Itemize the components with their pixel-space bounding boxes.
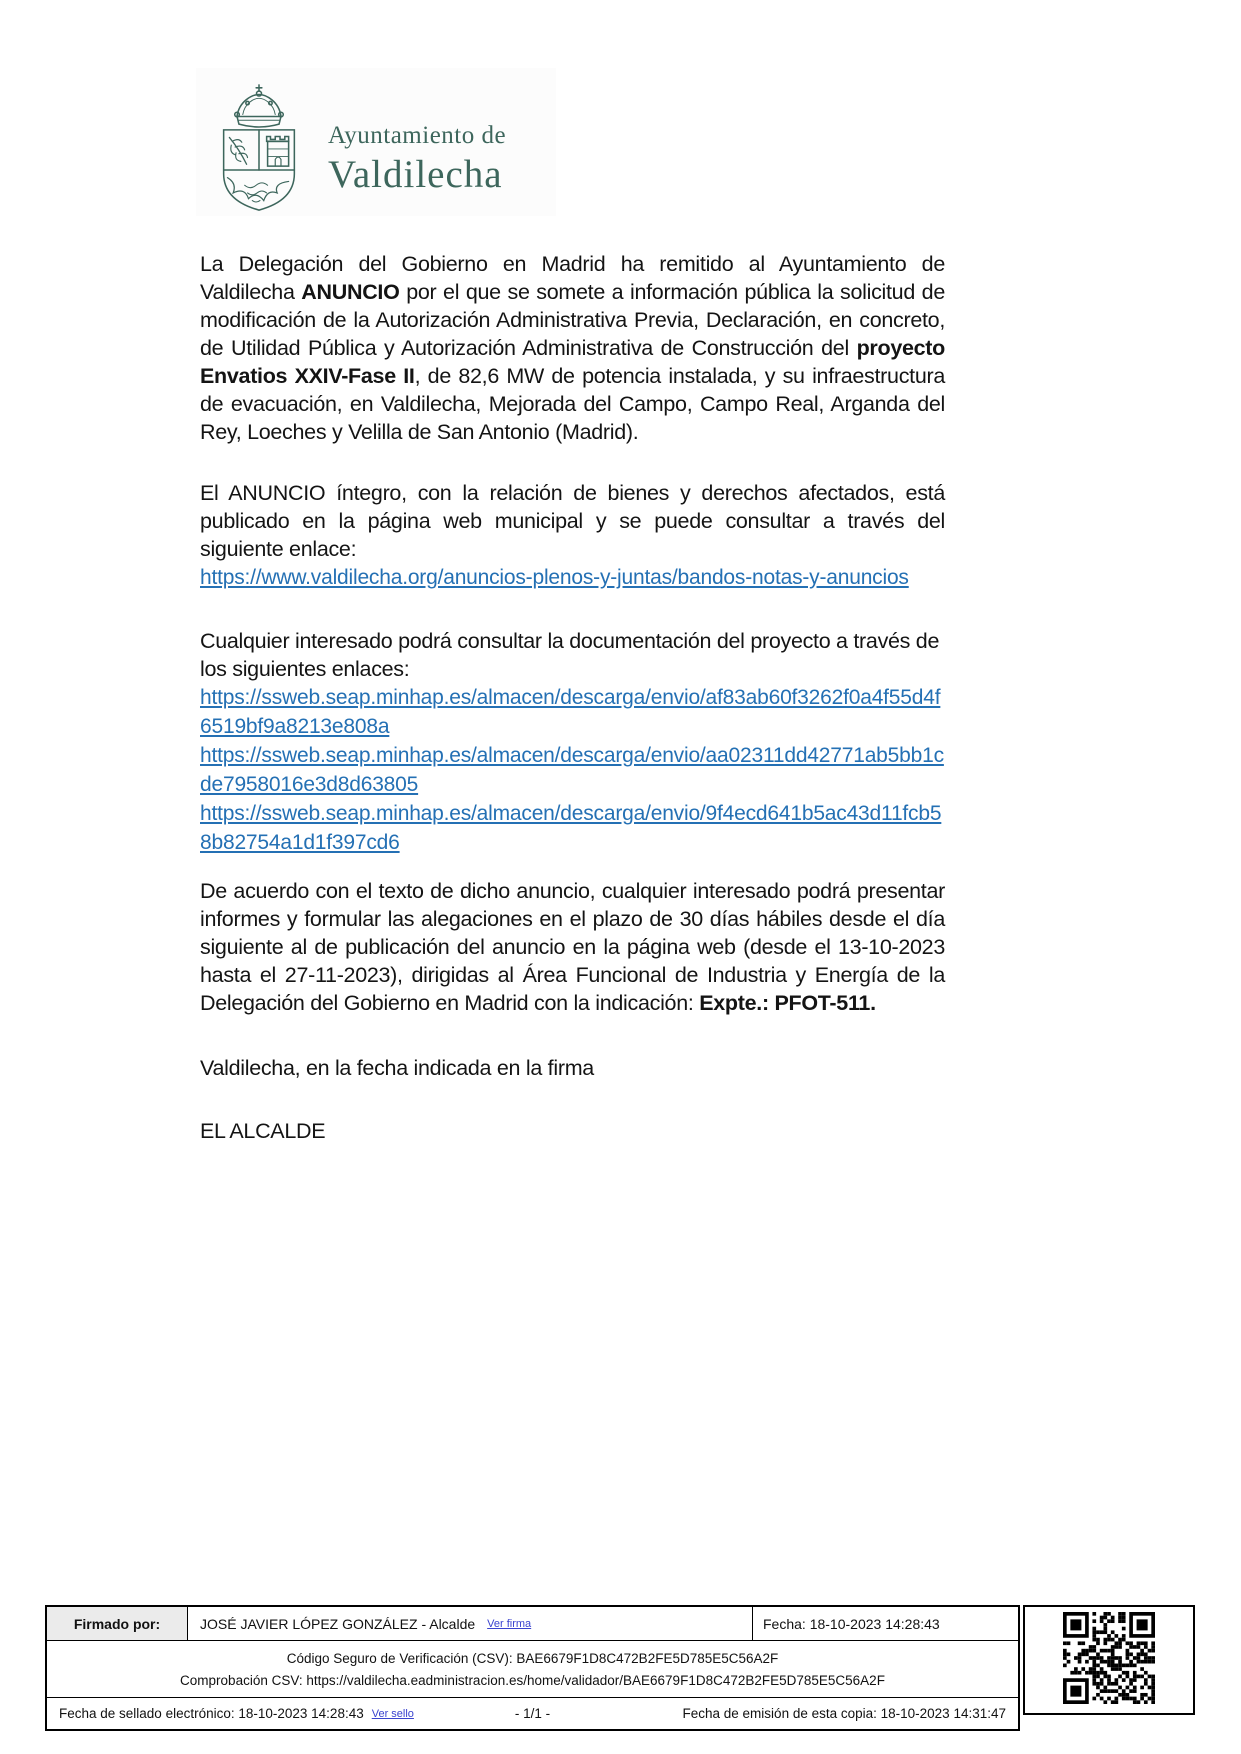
project-doc-link-3[interactable]: https://ssweb.seap.minhap.es/almacen/descarga/envio/9f4ecd641b5ac43d11fcb58b82754a1d1f397cd6 <box>200 802 942 854</box>
municipal-announcements-link[interactable]: https://www.valdilecha.org/anuncios-plenos-y-juntas/bandos-notas-y-anuncios <box>200 566 909 589</box>
text-bold-anuncio: ANUNCIO <box>301 280 400 304</box>
town-crest-icon <box>216 82 302 219</box>
qr-code-icon <box>1063 1612 1155 1709</box>
signature-row <box>47 1607 1018 1641</box>
text-segment: , de 82,6 MW de potencia instalada, y su infraestructura de evacuación, en Valdilecha, Mejorada del Campo, Campo Real, Arganda del Rey, Loeches y Velilla de San Antonio (Madrid). <box>200 364 945 444</box>
project-doc-link-2[interactable]: https://ssweb.seap.minhap.es/almacen/descarga/envio/aa02311dd42771ab5bb1cde7958016e3d8d63805 <box>200 744 944 796</box>
org-name <box>328 122 506 198</box>
view-signature-link[interactable]: Ver firma <box>487 1617 532 1630</box>
link-line-municipal <box>200 563 945 592</box>
view-stamp-link[interactable]: Ver sello <box>371 1707 414 1720</box>
signature-date: Fecha: 18-10-2023 14:28:43 <box>752 1607 1018 1640</box>
link-line-doc1 <box>200 683 945 741</box>
link-line-doc2 <box>200 741 945 799</box>
org-name-line1: Ayuntamiento de <box>328 122 507 149</box>
page-indicator: - 1/1 - <box>514 1706 551 1721</box>
text-segment: por el que se somete a información pública la solicitud de modificación de la Autorización Administrativa Previa, Declaración, en concreto, de Utilidad Pública y Autorización Administrativa de Construcción del <box>200 280 945 360</box>
signed-by-cell <box>188 1607 752 1640</box>
paragraph-announcement: El ANUNCIO íntegro, con la relación de bienes y derechos afectados, está publicado en la página web municipal y se puede consultar a través del siguiente enlace: <box>200 481 945 561</box>
closing-place-line: Valdilecha, en la fecha indicada en la firma <box>200 1056 594 1080</box>
signed-by-label: Firmado por: <box>47 1607 188 1640</box>
copy-issue-date: Fecha de emisión de esta copia: 18-10-2023 14:31:47 <box>683 1706 1018 1721</box>
text-segment: De acuerdo con el texto de dicho anuncio, cualquier interesado podrá presentar informes y formular las alegaciones en el plazo de 30 días hábiles desde el día siguiente al de publicación del anuncio en la página web (desde el 13-10-2023 hasta el 27-11-2023), dirigidas al Área Funcional de Industria y Energía de la Delegación del Gobierno en Madrid con la indicación: <box>200 879 945 1015</box>
closing-role-line: EL ALCALDE <box>200 1119 326 1143</box>
stamp-row <box>47 1698 1018 1729</box>
csv-validation-line: Comprobación CSV: https://valdilecha.eadministracion.es/home/validador/BAE6679F1D8C472B2FE5D785E5C56A2F <box>180 1672 885 1688</box>
signer-name: JOSÉ JAVIER LÓPEZ GONZÁLEZ - Alcalde <box>200 1615 476 1632</box>
text-bold-expediente: Expte.: PFOT-511. <box>699 991 876 1015</box>
text-bold-project: proyecto Envatios XXIV-Fase II <box>200 336 945 388</box>
document-body <box>200 250 945 1145</box>
org-name-line2: Valdilecha <box>328 152 503 196</box>
paragraph-docs-intro: Cualquier interesado podrá consultar la documentación del proyecto a través de los siguientes enlaces: <box>200 629 940 681</box>
paragraph-allegations <box>200 877 945 1017</box>
header-logo <box>196 68 556 216</box>
csv-row <box>47 1641 1018 1698</box>
qr-code-box <box>1023 1605 1195 1715</box>
link-line-doc3 <box>200 799 945 857</box>
project-doc-link-1[interactable]: https://ssweb.seap.minhap.es/almacen/descarga/envio/af83ab60f3262f0a4f55d4f6519bf9a8213e808a <box>200 686 941 738</box>
text-segment: La Delegación del Gobierno en Madrid ha remitido al Ayuntamiento de Valdilecha <box>200 252 945 304</box>
paragraph-intro <box>200 250 945 446</box>
signature-footer-table <box>45 1605 1020 1731</box>
csv-code-line: Código Seguro de Verificación (CSV): BAE6679F1D8C472B2FE5D785E5C56A2F <box>286 1650 779 1666</box>
stamp-date: Fecha de sellado electrónico: 18-10-2023 14:28:43 <box>59 1706 364 1721</box>
